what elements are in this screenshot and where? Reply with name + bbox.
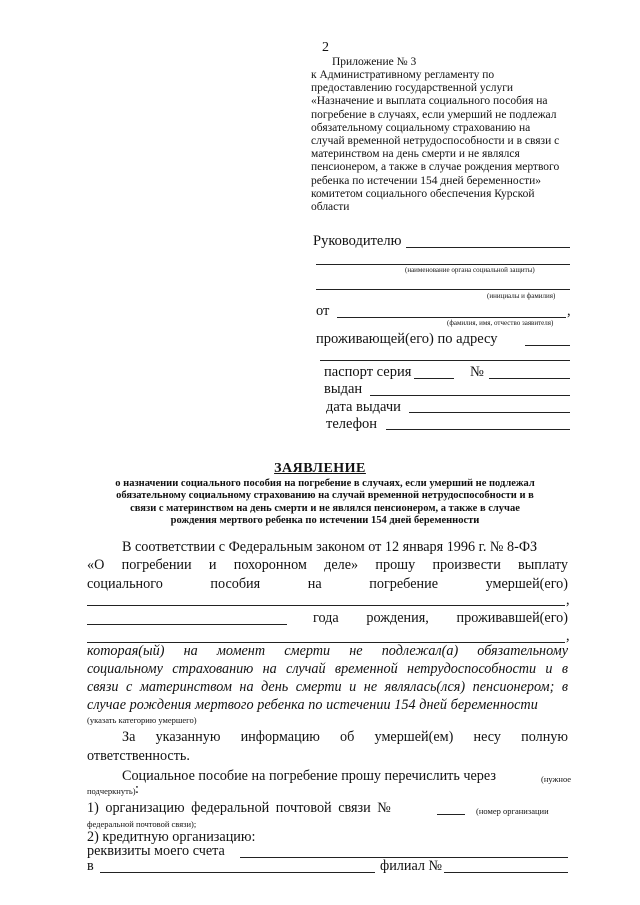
from-label: от [316, 303, 330, 319]
residing-label: проживающей(его) по адресу [316, 331, 498, 347]
address-line-1[interactable] [525, 345, 570, 346]
appendix-line: случай временной нетрудоспособности и в связи с [311, 135, 560, 148]
appendix-line: предоставлению государственной услуги [311, 82, 514, 95]
appendix-line: материнством на день смерти и не являлся [311, 148, 520, 161]
head-name-line[interactable] [406, 247, 570, 248]
issue-date-line[interactable] [409, 412, 570, 413]
italic-line-2: социальному страхованию на случай временной нетрудоспособности и в [87, 661, 568, 677]
account-label: реквизиты моего счета [87, 843, 225, 859]
postal-number-line[interactable] [437, 814, 465, 815]
law-title-line: «О погребении и похоронном деле» прошу произвести выплату [87, 557, 568, 573]
option-postal[interactable]: 1) организацию федеральной почтовой связи № [87, 800, 391, 816]
appendix-line: области [311, 201, 350, 214]
appendix-line: комитетом социального обеспечения Курской [311, 187, 535, 200]
italic-line-1: которая(ый) на момент смерти не подлежал(а) обязательному [87, 643, 568, 659]
bank-name-line[interactable] [100, 872, 375, 873]
subtitle-line: обязательному социальному страхованию на случай временной нетрудоспособности и в [116, 490, 534, 502]
italic-line-4: случае рождения мертвого ребенка по истечении 154 дней беременности [87, 697, 538, 713]
initials-hint: (инициалы и фамилия) [487, 292, 556, 300]
agency-line[interactable] [316, 264, 570, 265]
from-comma: , [567, 303, 571, 319]
responsibility-line-2: ответственность. [87, 748, 190, 764]
appendix-title: Приложение № 3 [332, 56, 417, 68]
head-label: Руководителю [313, 233, 402, 249]
deceased-name-line[interactable] [87, 605, 565, 606]
initials-line[interactable] [316, 289, 570, 290]
transfer-hint-2: подчеркнуть) [87, 786, 136, 796]
italic-line-3: связи с материнством на день смерти и не являлась(лся) пенсионером; в [87, 679, 568, 695]
bank-prefix: в [87, 858, 94, 874]
transfer-hint: (нужное [541, 774, 572, 784]
phone-line[interactable] [386, 429, 570, 430]
subtitle-line: рождения мертвого ребенка по истечении 154 дней беременности [170, 515, 480, 527]
branch-label: филиал № [380, 858, 443, 874]
subtitle-line: о назначении социального пособия на погребение в случаях, если умерший не подлежал [115, 478, 535, 489]
number-label: № [470, 364, 484, 380]
category-hint: (указать категорию умершего) [87, 715, 197, 725]
subtitle-line: связи с материнством на день смерти и не являлся пенсионером, а также в случае [130, 502, 520, 514]
phone-label: телефон [326, 416, 378, 432]
option-credit[interactable]: 2) кредитную организацию: [87, 829, 256, 845]
law-reference-line: В соответствии с Федеральным законом от 12 января 1996 г. № 8-ФЗ [122, 539, 538, 555]
passport-label: паспорт серия [324, 364, 412, 380]
appendix-line: «Назначение и выплата социального пособия на [311, 95, 548, 108]
issue-date-label: дата выдачи [326, 399, 401, 415]
address-line-2[interactable] [320, 360, 570, 361]
appendix-line: пенсионером, а также в случае рождения мертвого [311, 161, 560, 174]
passport-number-line[interactable] [489, 378, 570, 379]
responsibility-line-1: За указанную информацию об умершей(ем) несу полную [122, 729, 568, 745]
statement-subtitle [80, 478, 570, 528]
birth-year-label: года рождения, проживавшей(его) [313, 610, 568, 626]
page-number: 2 [322, 40, 329, 55]
address-comma: , [566, 628, 570, 644]
appendix-line: к Административному регламенту по [311, 69, 495, 81]
option1-hint-2: федеральной почтовой связи); [87, 819, 197, 829]
appendix-text [311, 69, 559, 214]
birth-year-line[interactable] [87, 624, 287, 625]
transfer-text: Социальное пособие на погребение прошу перечислить через [122, 768, 496, 784]
branch-number-line[interactable] [444, 872, 568, 873]
issued-label: выдан [324, 381, 363, 397]
passport-series-line[interactable] [414, 378, 454, 379]
deceased-comma: , [566, 592, 570, 608]
statement-title: ЗАЯВЛЕНИЕ [274, 461, 366, 476]
appendix-line: погребение в случаях, если умерший не подлежал [311, 108, 557, 121]
agency-hint: (наименование органа социальной защиты) [405, 266, 535, 274]
issued-line[interactable] [370, 395, 570, 396]
applicant-line[interactable] [337, 317, 566, 318]
appendix-line: обязательному социальному страхованию на [311, 121, 531, 134]
applicant-hint: (фамилия, имя, отчество заявителя) [447, 319, 554, 327]
appendix-line: ребенка по истечении 154 дней беременности» [311, 174, 541, 187]
option1-hint: (номер организации [476, 806, 549, 816]
transfer-colon: : [135, 781, 139, 797]
benefit-line: социального пособия на погребение умершей(его) [87, 576, 568, 592]
